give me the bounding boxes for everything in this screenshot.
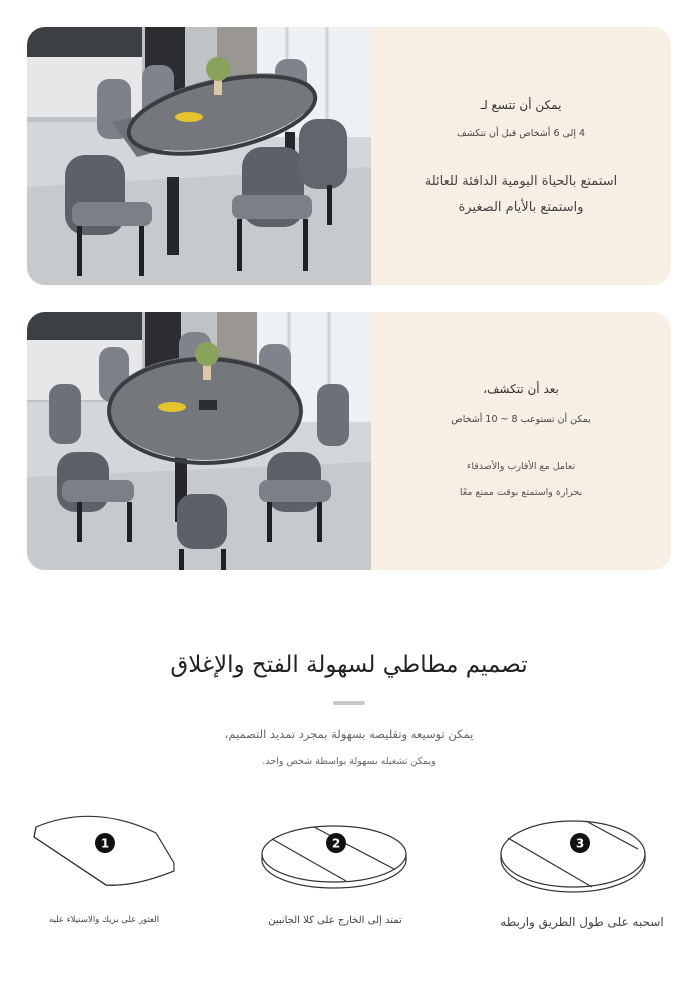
step-1-diagram: [24, 805, 184, 905]
step-2-diagram: [254, 805, 414, 905]
step-number-badge: [570, 833, 590, 853]
card-body-line-1: تعامل مع الأقارب والأصدقاء: [466, 461, 576, 472]
step-number: 3: [575, 836, 585, 851]
info-card-before-unfold: [27, 27, 671, 285]
section-heading: تصميم مطاطي لسهولة الفتح والإغلاق: [170, 652, 528, 678]
card-body-line-2: بحرارة واستمتع بوقت ممتع معًا: [459, 487, 583, 498]
card-title: يمكن أن تتسع لـ: [480, 98, 562, 112]
card-subtitle: يمكن أن تستوعب 8 ~ 10 أشخاص: [451, 414, 591, 425]
step-number: 1: [100, 836, 110, 851]
card-title: بعد أن تتكشف،: [483, 382, 559, 396]
step-3-caption: اسحبه على طول الطريق واربطه: [500, 915, 664, 929]
step-number-badge: [326, 833, 346, 853]
dining-table-photo-unfolded: [27, 312, 371, 570]
section-description-line-2: ويمكن تشغيله بسهولة بواسطة شخص واحد.: [262, 756, 436, 767]
dining-table-photo-folded: [27, 27, 371, 285]
card-text-after: [371, 312, 671, 570]
step-3-diagram: [488, 805, 648, 905]
info-card-after-unfold: [27, 312, 671, 570]
card-text-before: [371, 27, 671, 285]
card-subtitle: 4 إلى 6 أشخاص قبل أن تتكشف: [456, 128, 586, 139]
step-1-caption: العثور على بريك والاستيلاء عليه: [48, 915, 160, 925]
section-description-line-1: يمكن توسيعه وتقليصه بسهولة بمجرد تمديد التصميم،: [224, 727, 474, 741]
step-2-caption: تمتد إلى الخارج على كلا الجانبين: [268, 915, 402, 926]
card-body-line-1: استمتع بالحياة اليومية الدافئة للعائلة: [424, 174, 618, 189]
card-body-line-2: واستمتع بالأيام الصغيرة: [458, 200, 584, 215]
heading-divider: [333, 701, 365, 705]
step-number-badge: [95, 833, 115, 853]
step-number: 2: [331, 836, 341, 851]
